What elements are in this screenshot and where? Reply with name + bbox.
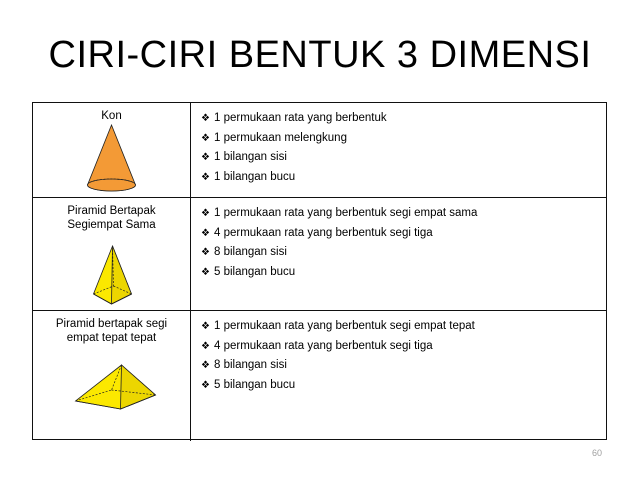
properties-cell — [191, 103, 606, 197]
list-item: ❖ 4 permukaan rata yang berbentuk segi tiga — [201, 224, 606, 244]
list-item: ❖ 4 permukaan rata yang berbentuk segi tiga — [201, 337, 606, 357]
diamond-bullet-icon: ❖ — [201, 208, 210, 219]
shape-name-line: Piramid Bertapak — [67, 205, 156, 217]
list-item: ❖ 1 permukaan melengkung — [201, 129, 606, 149]
diamond-bullet-icon: ❖ — [201, 266, 210, 278]
table-row — [33, 198, 606, 311]
shape-name-line: Segiempat Sama — [67, 219, 156, 231]
diamond-bullet-icon: ❖ — [201, 132, 210, 144]
diamond-bullet-icon: ❖ — [201, 113, 210, 124]
square-pyramid-icon — [33, 244, 190, 310]
table-row — [33, 311, 606, 441]
list-item: ❖ 1 bilangan bucu — [201, 168, 606, 188]
shape-cell — [33, 198, 191, 310]
diamond-bullet-icon: ❖ — [201, 152, 210, 163]
list-item: ❖ 8 bilangan sisi — [201, 243, 606, 263]
list-item: ❖ 5 bilangan bucu — [201, 376, 606, 396]
properties-list — [201, 109, 606, 187]
shape-name-line: empat tepat tepat — [66, 332, 157, 344]
shape-name — [33, 311, 190, 345]
diamond-bullet-icon: ❖ — [201, 379, 210, 391]
shape-name — [33, 198, 190, 232]
list-item: ❖ 8 bilangan sisi — [201, 356, 606, 376]
cone-icon — [33, 123, 190, 195]
properties-cell — [191, 198, 606, 310]
diamond-bullet-icon: ❖ — [201, 247, 210, 258]
list-item: ❖ 1 permukaan rata yang berbentuk segi empat tepat — [201, 317, 606, 337]
properties-cell — [191, 311, 606, 441]
shape-cell — [33, 311, 191, 441]
page-number: 60 — [591, 448, 602, 458]
shape-name-line: Piramid bertapak segi — [55, 318, 168, 330]
shape-cell — [33, 103, 191, 197]
list-item: ❖ 1 permukaan rata yang berbentuk segi empat sama — [201, 204, 606, 224]
table-row — [33, 103, 606, 198]
diamond-bullet-icon: ❖ — [201, 227, 210, 239]
diamond-bullet-icon: ❖ — [201, 321, 210, 332]
list-item: ❖ 1 permukaan rata yang berbentuk — [201, 109, 606, 129]
diamond-bullet-icon: ❖ — [201, 171, 210, 183]
diamond-bullet-icon: ❖ — [201, 360, 210, 371]
list-item: ❖ 1 bilangan sisi — [201, 148, 606, 168]
shape-name-line: Kon — [101, 110, 122, 122]
properties-list — [201, 204, 606, 282]
shape-name — [33, 103, 190, 123]
page-title: CIRI-CIRI BENTUK 3 DIMENSI — [48, 34, 592, 76]
properties-list — [201, 317, 606, 395]
diamond-bullet-icon: ❖ — [201, 340, 210, 352]
list-item: ❖ 5 bilangan bucu — [201, 263, 606, 283]
shapes-table — [32, 102, 607, 440]
rectangular-pyramid-icon — [33, 363, 190, 413]
